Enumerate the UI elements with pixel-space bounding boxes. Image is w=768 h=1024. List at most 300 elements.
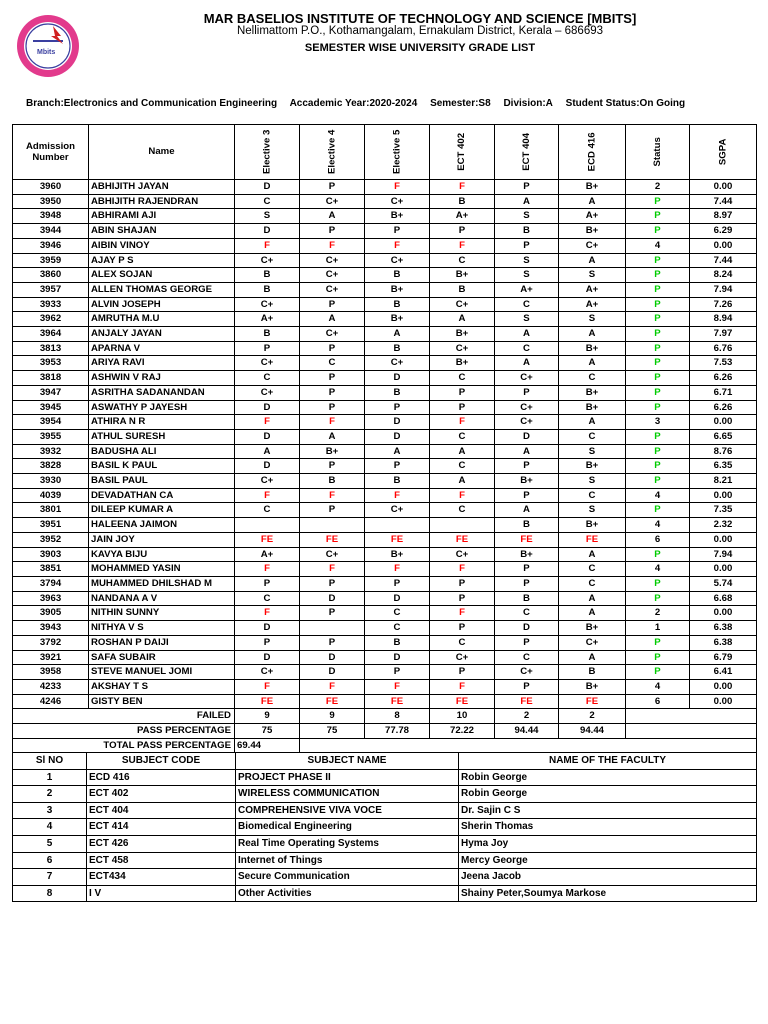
admission-number: 3930 [13,474,89,489]
grade-elective-5: C [365,606,430,621]
grade-elective-5: FE [365,694,430,709]
grade-ect-402: A+ [430,209,495,224]
admission-number: 3944 [13,224,89,239]
admission-number: 3828 [13,459,89,474]
grade-elective-5: F [365,180,430,195]
grade-elective-3: F [235,238,300,253]
grade-ecd-416: A [559,194,626,209]
grade-ect-402: A [430,444,495,459]
admission-number: 3943 [13,621,89,636]
grade-elective-5: C+ [365,503,430,518]
grade-elective-5: B+ [365,282,430,297]
list-item [13,835,757,852]
grade-elective-5: B [365,474,430,489]
status: 1 [626,621,690,636]
grade-elective-3: F [235,415,300,430]
student-name: ROSHAN P DAIJI [89,635,235,650]
faculty-header-row [13,753,757,770]
grade-elective-5: P [365,459,430,474]
list-item [13,786,757,803]
subject-code: ECT 426 [87,835,236,852]
sgpa: 6.29 [690,224,757,239]
grade-elective-5: P [365,576,430,591]
grade-ect-404: A [495,327,559,342]
status: P [626,224,690,239]
grade-ect-402: F [430,180,495,195]
grade-elective-5: F [365,238,430,253]
grade-elective-5: C+ [365,253,430,268]
faculty-name: Hyma Joy [459,835,757,852]
status: 3 [626,415,690,430]
header-sgpa: SGPA [690,125,757,180]
meta-division: Division:A [503,98,553,109]
table-row [13,459,757,474]
student-name: ABHIJITH JAYAN [89,180,235,195]
grade-ecd-416: S [559,503,626,518]
grade-elective-4: A [300,209,365,224]
grade-elective-5: B [365,385,430,400]
status: P [626,194,690,209]
grade-elective-4: C+ [300,253,365,268]
header-sl-no: Sl NO [13,753,87,770]
pass-percentage-value: 94.44 [559,724,626,739]
grade-ect-402: C [430,459,495,474]
grade-ecd-416: A+ [559,282,626,297]
subject-name: WIRELESS COMMUNICATION [236,786,459,803]
student-name: STEVE MANUEL JOMI [89,665,235,680]
student-name: GISTY BEN [89,694,235,709]
grade-ect-402: P [430,576,495,591]
institute-address: Nellimattom P.O., Kothamangalam, Ernakulam District, Kerala – 686693 [236,25,604,37]
grade-elective-3: D [235,621,300,636]
student-name: MUHAMMED DHILSHAD M [89,576,235,591]
grade-elective-5: B [365,297,430,312]
list-item [13,869,757,886]
grade-elective-3: D [235,224,300,239]
sgpa: 7.44 [690,253,757,268]
sgpa: 6.38 [690,635,757,650]
institute-name: MAR BASELIOS INSTITUTE OF TECHNOLOGY AND SCIENCE [MBITS] [203,11,637,26]
grade-elective-3: D [235,429,300,444]
grade-ecd-416: C [559,429,626,444]
grade-elective-5: D [365,591,430,606]
table-row [13,209,757,224]
grade-elective-3: S [235,209,300,224]
table-row [13,224,757,239]
sgpa: 7.53 [690,356,757,371]
grade-elective-4: B+ [300,444,365,459]
sgpa: 7.94 [690,547,757,562]
sgpa: 6.26 [690,400,757,415]
grade-ect-404: P [495,679,559,694]
subject-code: ECT434 [87,869,236,886]
table-row [13,562,757,577]
sgpa: 6.26 [690,371,757,386]
grade-ecd-416: C+ [559,238,626,253]
pass-percentage-label: PASS PERCENTAGE [13,724,235,739]
grade-ect-404: P [495,576,559,591]
admission-number: 3950 [13,194,89,209]
grade-elective-5: F [365,488,430,503]
table-row [13,415,757,430]
subject-name: Other Activities [236,885,459,902]
grade-ect-404: B [495,224,559,239]
status: P [626,665,690,680]
status: P [626,327,690,342]
status: P [626,576,690,591]
student-name: ARIYA RAVI [89,356,235,371]
grade-elective-5: P [365,665,430,680]
grade-ect-402: B [430,282,495,297]
grade-ecd-416: FE [559,694,626,709]
sgpa: 0.00 [690,415,757,430]
student-name: ABIN SHAJAN [89,224,235,239]
sl-no: 6 [13,852,87,869]
status: P [626,400,690,415]
header-name: Name [89,125,235,180]
grade-elective-4: F [300,562,365,577]
grade-ect-402: C+ [430,547,495,562]
table-row [13,194,757,209]
table-row [13,474,757,489]
grade-elective-5: FE [365,532,430,547]
grade-elective-5: P [365,400,430,415]
grade-ect-402: P [430,224,495,239]
student-name: BASIL PAUL [89,474,235,489]
grade-ect-404: C+ [495,371,559,386]
admission-number: 4233 [13,679,89,694]
table-row [13,180,757,195]
admission-number: 3932 [13,444,89,459]
student-name: ATHIRA N R [89,415,235,430]
sgpa: 6.35 [690,459,757,474]
sgpa: 7.26 [690,297,757,312]
status: P [626,429,690,444]
status: P [626,268,690,283]
grade-elective-5: D [365,650,430,665]
institute-logo [13,14,83,80]
grade-elective-4: P [300,180,365,195]
list-item [13,769,757,786]
grade-elective-5: B [365,635,430,650]
grade-elective-5: A [365,444,430,459]
document-title: SEMESTER WISE UNIVERSITY GRADE LIST [304,42,536,54]
grade-elective-4: A [300,312,365,327]
grade-elective-4: P [300,224,365,239]
table-row [13,327,757,342]
admission-number: 4039 [13,488,89,503]
student-name: ASWATHY P JAYESH [89,400,235,415]
student-name: KAVYA BIJU [89,547,235,562]
list-item [13,802,757,819]
grade-ect-404: P [495,180,559,195]
grade-elective-3: P [235,635,300,650]
table-row [13,268,757,283]
failed-count: 2 [495,709,559,724]
grade-ect-404: A [495,503,559,518]
grade-ect-404: S [495,209,559,224]
grade-ecd-416: B+ [559,400,626,415]
grade-elective-3: D [235,400,300,415]
faculty-name: Shainy Peter,Soumya Markose [459,885,757,902]
failed-count: 10 [430,709,495,724]
grade-elective-4 [300,518,365,533]
table-row [13,282,757,297]
table-row [13,621,757,636]
grade-elective-3: C+ [235,474,300,489]
failed-count: 9 [235,709,300,724]
grade-ect-402: F [430,606,495,621]
header-ect-402: ECT 402 [430,125,495,180]
sl-no: 5 [13,835,87,852]
grade-table [12,124,757,753]
grade-ect-404: B+ [495,547,559,562]
table-row [13,547,757,562]
sgpa: 7.94 [690,282,757,297]
status: 2 [626,180,690,195]
table-row [13,635,757,650]
grade-ect-404: A [495,194,559,209]
subject-code: ECT 414 [87,819,236,836]
grade-ecd-416: B [559,665,626,680]
admission-number: 3955 [13,429,89,444]
grade-elective-3: A+ [235,547,300,562]
header-admission: Admission Number [13,125,89,180]
pass-percentage-value: 94.44 [495,724,559,739]
grade-elective-5: B+ [365,312,430,327]
grade-ect-402: B+ [430,327,495,342]
student-name: ALLEN THOMAS GEORGE [89,282,235,297]
sgpa: 6.41 [690,665,757,680]
grade-elective-3: B [235,327,300,342]
grade-ecd-416: FE [559,532,626,547]
grade-ecd-416: A [559,253,626,268]
sgpa: 8.97 [690,209,757,224]
grade-elective-3: D [235,459,300,474]
grade-elective-4: D [300,665,365,680]
sgpa: 8.24 [690,268,757,283]
table-row [13,238,757,253]
grade-elective-5: D [365,415,430,430]
table-row [13,665,757,680]
student-name: MOHAMMED YASIN [89,562,235,577]
failed-count: 8 [365,709,430,724]
grade-ect-404: FE [495,532,559,547]
grade-ect-404: D [495,621,559,636]
grade-ect-404: S [495,253,559,268]
grade-elective-4: P [300,576,365,591]
failed-label: FAILED [13,709,235,724]
table-row [13,606,757,621]
header-subject-name: SUBJECT NAME [236,753,459,770]
table-row [13,356,757,371]
sl-no: 7 [13,869,87,886]
admission-number: 3921 [13,650,89,665]
grade-ecd-416: A+ [559,297,626,312]
admission-number: 3947 [13,385,89,400]
admission-number: 3960 [13,180,89,195]
sgpa: 0.00 [690,180,757,195]
failed-row [13,709,757,724]
sgpa: 6.79 [690,650,757,665]
student-name: ALEX SOJAN [89,268,235,283]
grade-elective-4: C+ [300,282,365,297]
grade-ect-402: F [430,679,495,694]
student-name: AJAY P S [89,253,235,268]
grade-ect-402: B [430,194,495,209]
grade-elective-4: B [300,474,365,489]
table-row [13,341,757,356]
grade-elective-3: C+ [235,665,300,680]
student-name: APARNA V [89,341,235,356]
admission-number: 3903 [13,547,89,562]
grade-ect-402: F [430,415,495,430]
table-row [13,444,757,459]
grade-elective-3: F [235,679,300,694]
sgpa: 0.00 [690,694,757,709]
grade-ect-402: C [430,429,495,444]
faculty-name: Robin George [459,769,757,786]
sgpa: 7.97 [690,327,757,342]
grade-ecd-416: A [559,650,626,665]
status: 4 [626,238,690,253]
table-row [13,400,757,415]
subject-name: Internet of Things [236,852,459,869]
grade-ect-402: A [430,474,495,489]
status: 2 [626,606,690,621]
grade-ect-402: FE [430,694,495,709]
grade-elective-3: C+ [235,385,300,400]
admission-number: 3818 [13,371,89,386]
grade-elective-3: C [235,194,300,209]
status: P [626,371,690,386]
student-name: ATHUL SURESH [89,429,235,444]
admission-number: 3801 [13,503,89,518]
sgpa: 5.74 [690,576,757,591]
grade-ect-402: C [430,503,495,518]
grade-ect-402: B+ [430,356,495,371]
admission-number: 3905 [13,606,89,621]
pass-percentage-value: 72.22 [430,724,495,739]
grade-elective-5: B [365,268,430,283]
status: 6 [626,694,690,709]
grade-ect-404: C+ [495,400,559,415]
table-row [13,650,757,665]
grade-elective-5: F [365,562,430,577]
grade-elective-5: F [365,679,430,694]
grade-ect-404: C [495,341,559,356]
admission-number: 3964 [13,327,89,342]
status: 4 [626,679,690,694]
grade-ect-404: B [495,518,559,533]
grade-elective-5: B [365,341,430,356]
admission-number: 3954 [13,415,89,430]
faculty-name: Dr. Sajin C S [459,802,757,819]
student-name: DEVADATHAN CA [89,488,235,503]
grade-elective-5: C+ [365,194,430,209]
total-pass-row [13,738,757,753]
grade-elective-4: P [300,385,365,400]
subject-code: ECT 402 [87,786,236,803]
grade-ect-404: B [495,591,559,606]
meta-info [26,98,695,109]
table-row [13,297,757,312]
grade-elective-4: D [300,591,365,606]
grade-ecd-416: C [559,488,626,503]
grade-elective-3: B [235,282,300,297]
grade-elective-3: F [235,562,300,577]
grade-header-row [13,125,757,180]
grade-ect-402: P [430,400,495,415]
grade-elective-3: D [235,180,300,195]
grade-ect-402: F [430,562,495,577]
grade-elective-4: P [300,503,365,518]
admission-number: 4246 [13,694,89,709]
grade-ecd-416: B+ [559,621,626,636]
table-row [13,518,757,533]
grade-elective-5: P [365,224,430,239]
grade-ecd-416: C [559,576,626,591]
status: P [626,341,690,356]
admission-number: 3962 [13,312,89,327]
grade-elective-4: P [300,459,365,474]
grade-table-body [13,180,757,709]
table-row [13,591,757,606]
grade-elective-5: B+ [365,547,430,562]
grade-elective-3: D [235,650,300,665]
student-name: SAFA SUBAIR [89,650,235,665]
student-name: AKSHAY T S [89,679,235,694]
sgpa: 0.00 [690,488,757,503]
status: P [626,253,690,268]
grade-ect-402: A [430,312,495,327]
grade-ecd-416: B+ [559,679,626,694]
status: P [626,297,690,312]
grade-ect-404: C [495,297,559,312]
student-name: HALEENA JAIMON [89,518,235,533]
empty-cell [626,709,757,724]
student-name: ALVIN JOSEPH [89,297,235,312]
grade-ect-402: C [430,371,495,386]
status: P [626,312,690,327]
grade-ecd-416: A+ [559,209,626,224]
admission-number: 3792 [13,635,89,650]
admission-number: 3933 [13,297,89,312]
grade-elective-4: F [300,238,365,253]
grade-elective-3: B [235,268,300,283]
admission-number: 3860 [13,268,89,283]
student-name: ASRITHA SADANANDAN [89,385,235,400]
grade-elective-4: P [300,635,365,650]
sgpa: 7.35 [690,503,757,518]
sl-no: 1 [13,769,87,786]
list-item [13,819,757,836]
table-row [13,253,757,268]
sgpa: 6.76 [690,341,757,356]
status: 4 [626,518,690,533]
grade-ect-402: C+ [430,650,495,665]
grade-ect-404: C+ [495,415,559,430]
grade-elective-4: C+ [300,547,365,562]
grade-elective-5: D [365,371,430,386]
grade-ect-404: P [495,488,559,503]
admission-number: 3957 [13,282,89,297]
table-row [13,532,757,547]
grade-elective-3: C+ [235,253,300,268]
grade-elective-4: D [300,650,365,665]
subject-code: ECT 458 [87,852,236,869]
student-name: NITHYA V S [89,621,235,636]
